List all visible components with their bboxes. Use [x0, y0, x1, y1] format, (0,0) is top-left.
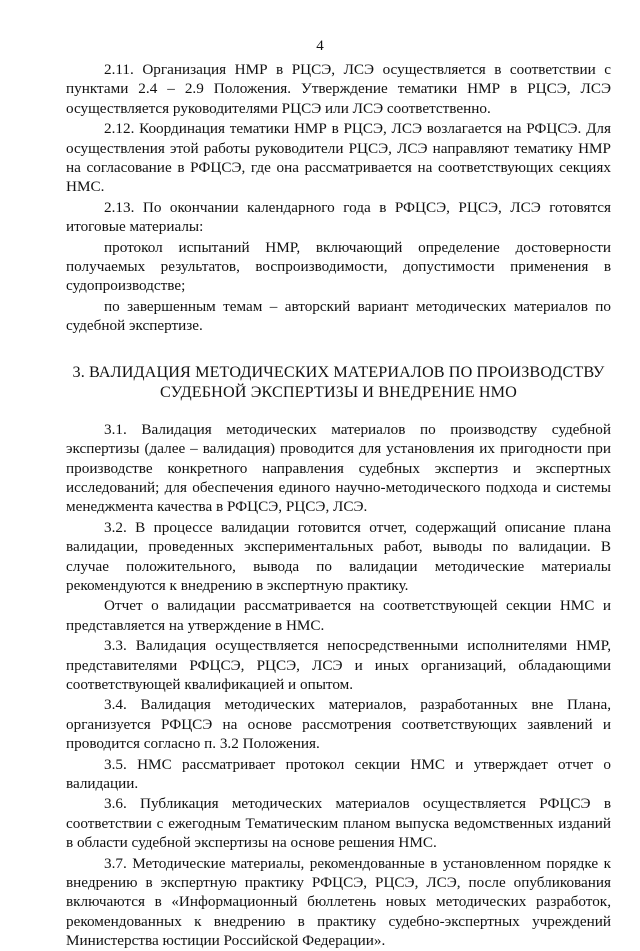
- page-number: 4: [316, 38, 324, 54]
- paragraph-2-13: 2.13. По окончании календарного года в РФЦСЭ, РЦСЭ, ЛСЭ готовятся итоговые материалы:: [66, 198, 611, 236]
- list-item-author-version: по завершенным темам – авторский вариант методических материалов по судебной экспертизе.: [66, 297, 611, 335]
- paragraph-3-3: 3.3. Валидация осуществляется непосредственными исполнителями НМР, представителями РФЦСЭ, РЦСЭ, ЛСЭ и иных организаций, обладающими соответствующей квалификацией и опытом.: [66, 637, 611, 693]
- section-heading-line-1: 3. ВАЛИДАЦИЯ МЕТОДИЧЕСКИХ МАТЕРИАЛОВ ПО ПРОИЗВОДСТВУ: [72, 362, 605, 381]
- paragraph-3-5: 3.5. НМС рассматривает протокол секции НМС и утверждает отчет о валидации.: [66, 755, 611, 792]
- paragraph-3-1: 3.1. Валидация методических материалов по производству судебной экспертизы (далее – валидация) проводится для установления их пригодности при производстве конкретного направления судебных экспертиз и экспертных исследований; для обеспечения единого научно-методического подхода и системы менеджмента качества в РФЦСЭ, РЦСЭ, ЛСЭ.: [66, 420, 611, 516]
- document-body: [66, 60, 611, 951]
- paragraph-2-11: 2.11. Организация НМР в РЦСЭ, ЛСЭ осуществляется в соответствии с пунктами 2.4 – 2.9 Положения. Утверждение тематики НМР в РЦСЭ, ЛСЭ осуществляется руководителями РЦСЭ или ЛСЭ соответственно.: [66, 61, 611, 117]
- paragraph-3-6: 3.6. Публикация методических материалов осуществляется РФЦСЭ в соответствии с ежегодным Тематическим планом выпуска ведомственных изданий в области судебной экспертизы на основе решения НМС.: [66, 795, 611, 852]
- paragraph-2-12: 2.12. Координация тематики НМР в РЦСЭ, ЛСЭ возлагается на РФЦСЭ. Для осуществления этой работы руководители РЦСЭ, ЛСЭ направляют тематику НМР на согласование в РФЦСЭ, где она рассматривается на соответствующих секциях НМС.: [66, 120, 611, 196]
- paragraph-3-2: 3.2. В процессе валидации готовится отчет, содержащий описание плана валидации, проведенных экспериментальных работ, выводы по валидации. В случае положительного, вывода по валидации методические материалы рекомендуются к внедрению в экспертную практику.: [66, 518, 611, 594]
- paragraph-3-7: 3.7. Методические материалы, рекомендованные в установленном порядке к внедрению в экспертную практику РФЦСЭ, РЦСЭ, ЛСЭ, после опубликования включаются в «Информационный бюллетень новых методических разработок, рекомендованных к внедрению в практику судебно-экспертных учреждений Министерства юстиции Российской Федерации».: [66, 854, 611, 950]
- section-3-heading: [66, 362, 611, 402]
- paragraph-validation-report: Отчет о валидации рассматривается на соответствующей секции НМС и представляется на утверждение в НМС.: [66, 597, 611, 634]
- paragraph-3-4: 3.4. Валидация методических материалов, разработанных вне Плана, организуется РФЦСЭ на основе рассмотрения соответствующих заявлений и проводится согласно п. 3.2 Положения.: [66, 696, 611, 753]
- section-heading-line-2: СУДЕБНОЙ ЭКСПЕРТИЗЫ И ВНЕДРЕНИЕ НМО: [160, 382, 517, 401]
- list-item-test-protocol: протокол испытаний НМР, включающий определение достоверности получаемых результатов, воспроизводимости, допустимости применения в судопроизводстве;: [66, 238, 611, 295]
